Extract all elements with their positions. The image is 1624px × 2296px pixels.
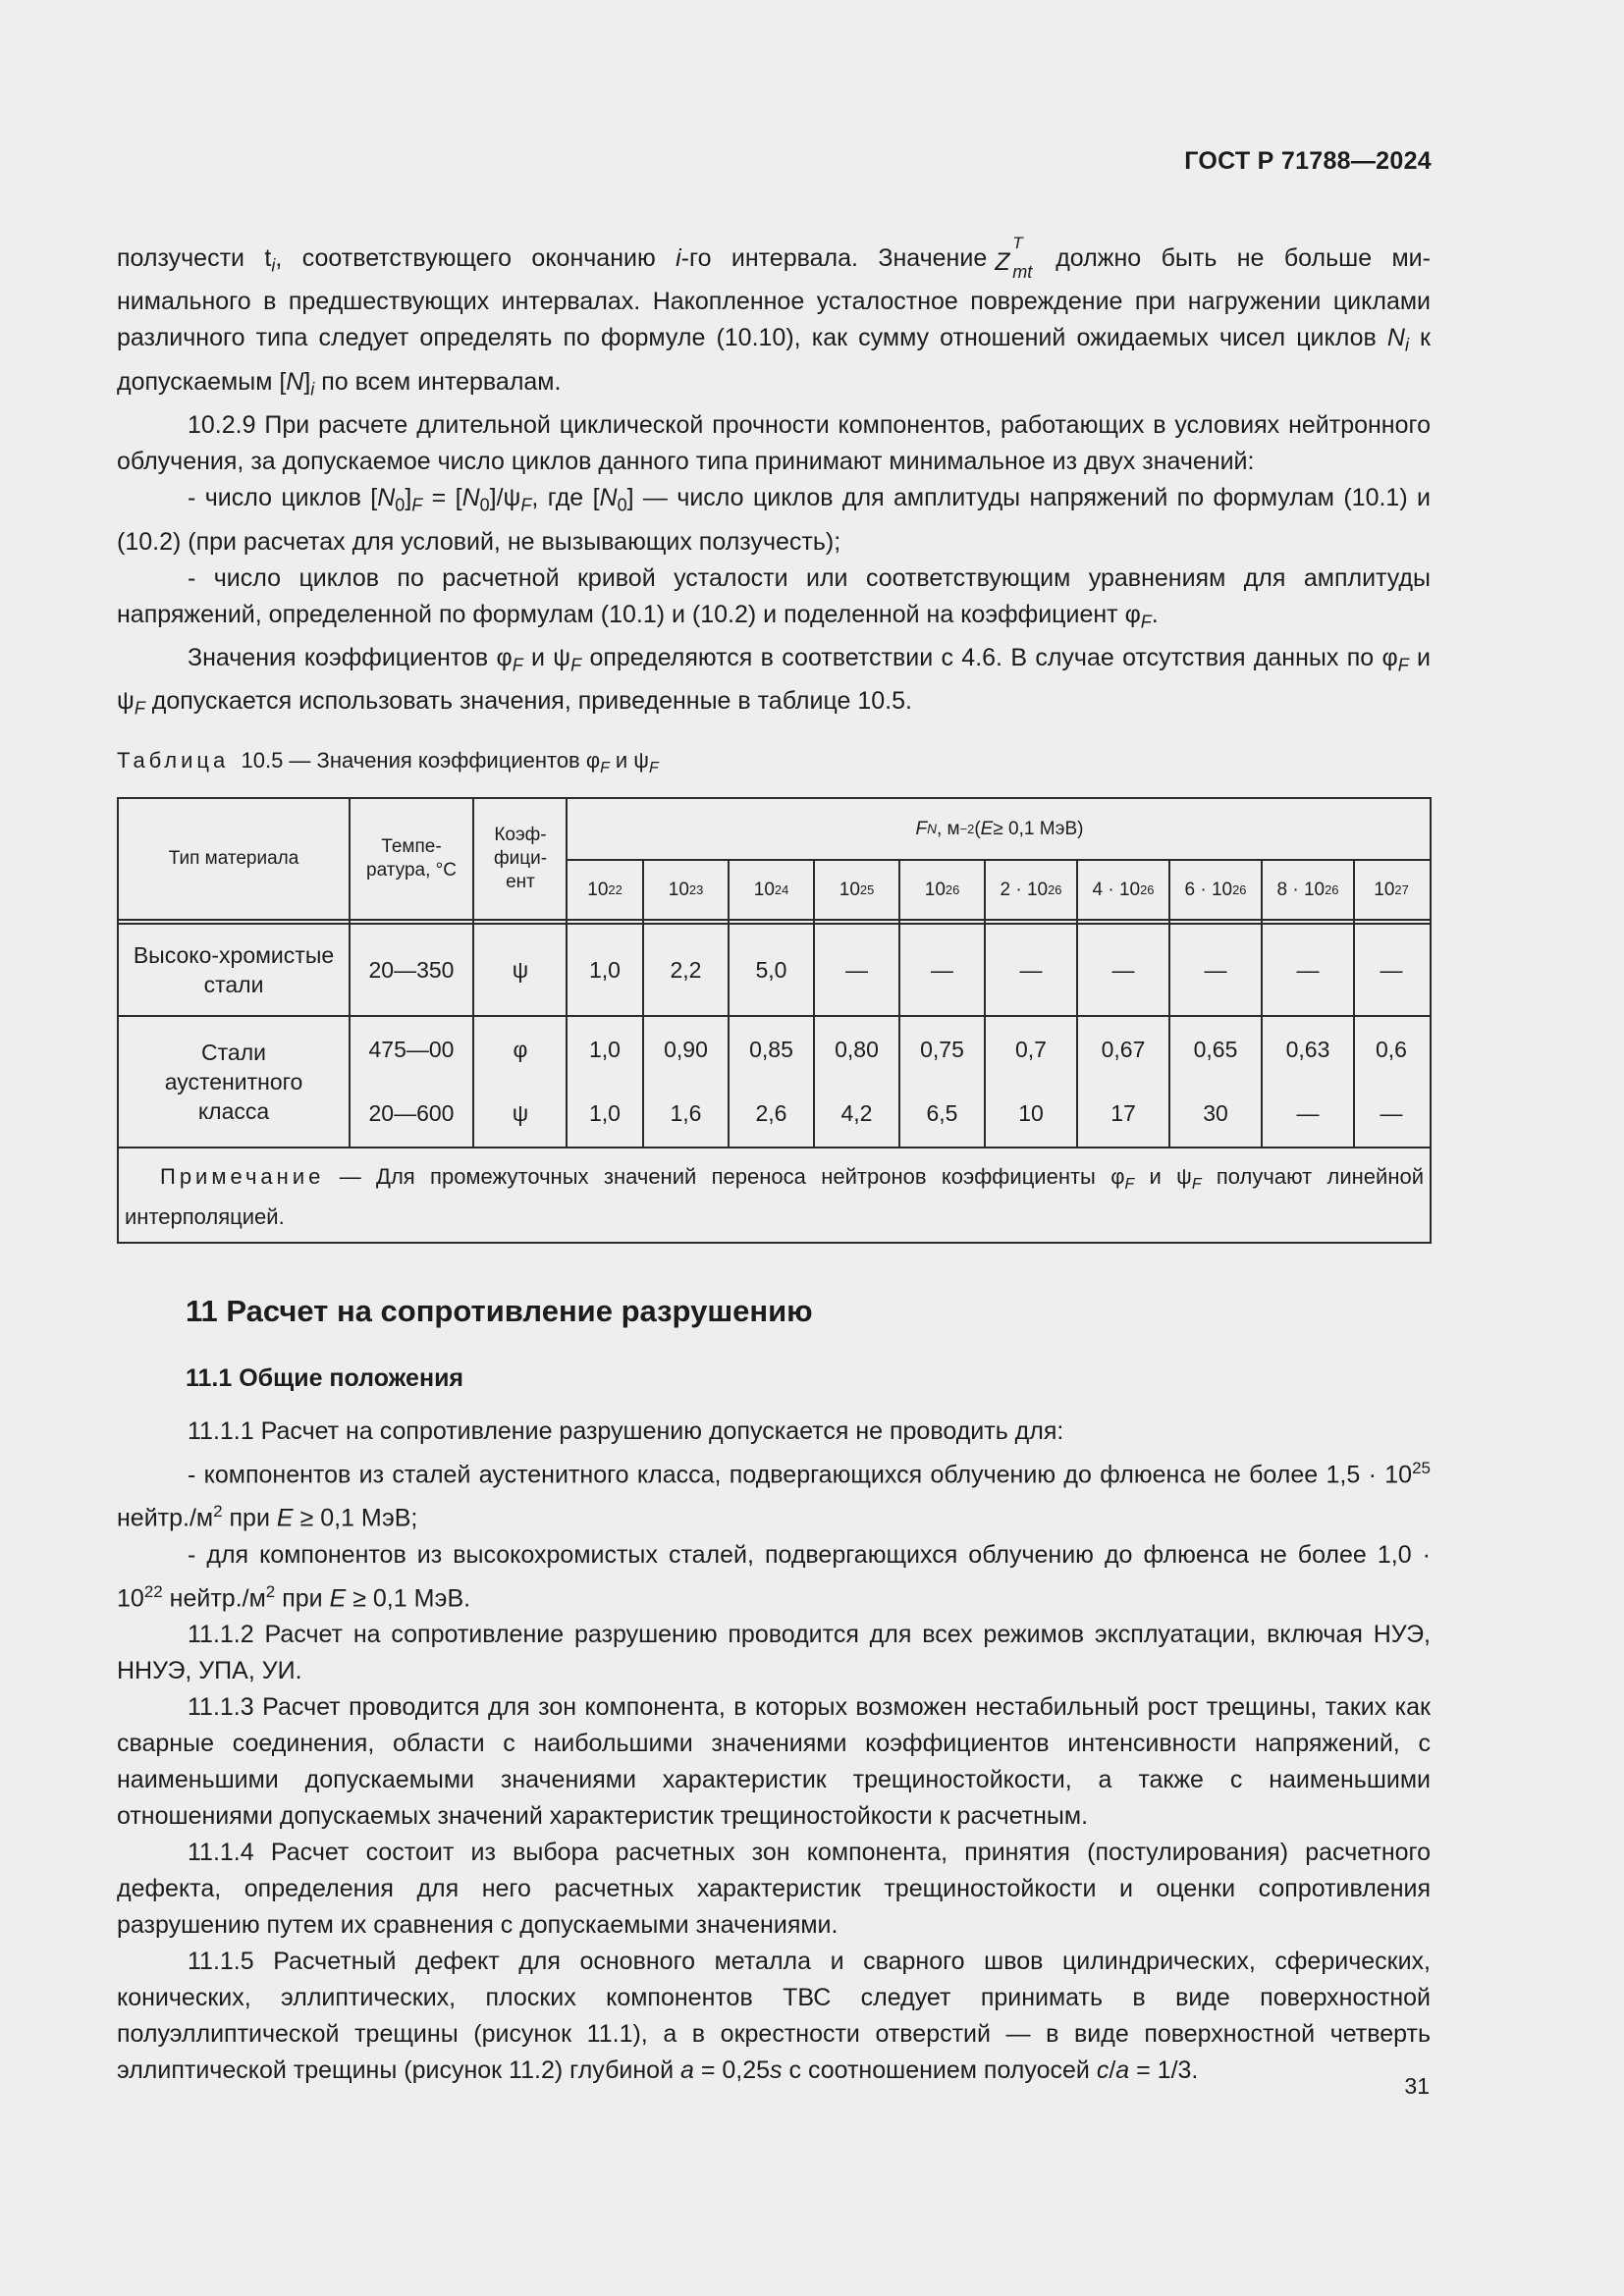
- text-run: .: [1151, 600, 1159, 628]
- text-run: c: [1096, 2056, 1110, 2085]
- text-run: при: [275, 1584, 330, 1613]
- text-run: s: [770, 2056, 783, 2085]
- coef-austenitic-psi: ψ: [512, 1100, 529, 1126]
- text-run: -го интервала. Значение: [680, 244, 988, 272]
- text-run: 10: [1374, 879, 1395, 900]
- text-run: , соответствующего окончанию: [275, 244, 677, 272]
- text-run: N: [461, 484, 480, 512]
- grid-line: [119, 1147, 1430, 1148]
- text-run: E: [980, 819, 994, 839]
- table-cell: 0,67: [1101, 1037, 1146, 1062]
- table-cell: —: [1380, 957, 1403, 983]
- bullet-n0-f: [117, 480, 1431, 560]
- section-11-text-block: [117, 1414, 1431, 2089]
- bullet-fatigue-curve: [117, 561, 1431, 640]
- fluence-col-header: [568, 861, 642, 919]
- table-cell: —: [1296, 957, 1320, 983]
- text-run: F: [570, 655, 582, 675]
- text-run: ]: [405, 484, 412, 512]
- temp-austenitic-psi: 20—600: [368, 1100, 455, 1126]
- text-run: i: [271, 255, 276, 276]
- text-run: = 1/3.: [1129, 2056, 1199, 2085]
- text-run: F: [1124, 1175, 1135, 1193]
- text-run: нейтр./м: [117, 1504, 214, 1532]
- table-cell: —: [931, 957, 953, 983]
- header-temperature: Темпе-ратура, °С: [366, 836, 457, 881]
- table-cell: 4,2: [840, 1100, 873, 1126]
- text-run: 2 · 10: [1000, 879, 1049, 900]
- header-fluence: [569, 799, 1430, 860]
- temp-austenitic-phi: 475—00: [368, 1037, 455, 1062]
- coef-high-chromium: ψ: [512, 957, 529, 983]
- text-run: с соотношением полуосей: [782, 2056, 1097, 2085]
- table-cell: 5,0: [755, 957, 787, 983]
- table-cell: 0,90: [664, 1037, 708, 1062]
- fluence-col-header: [1170, 861, 1261, 919]
- header-material: Тип материала: [168, 848, 299, 869]
- text-run: 11.1.5 Расчетный дефект для основного металла и сварного швов цилиндрических, сферических, конических, эллиптических, плоских компонентов ТВС следует принимать в виде поверхностной полуэллиптической трещины (рисунок 11.1), а в окрестности отверстий — в виде поверхностной четверть эллиптической трещины (рисунок 11.2) глубиной: [117, 1948, 1431, 2085]
- fluence-col-header: [1355, 861, 1428, 919]
- text-run: - число циклов [: [188, 484, 378, 512]
- table-cell: —: [1296, 1100, 1320, 1126]
- text-run: должно быть не больше ми-: [1056, 244, 1431, 272]
- table-cell: 1,6: [670, 1100, 702, 1126]
- text-run: F: [600, 759, 610, 776]
- text-run: F: [512, 655, 523, 675]
- text-run: N: [377, 484, 396, 512]
- text-run: , где [: [531, 484, 600, 512]
- text-run: ]: [303, 367, 311, 396]
- text-run: 2: [213, 1502, 223, 1522]
- grid-line: [119, 919, 1430, 921]
- text-run: 10: [924, 879, 946, 900]
- fluence-col-header: [644, 861, 728, 919]
- text-run: 27: [1394, 881, 1409, 897]
- page-number: 31: [1404, 2073, 1430, 2099]
- material-austenitic: Стали аустенитного класса: [164, 1040, 303, 1124]
- header-coefficient: Коэф-фици-ент: [493, 825, 548, 892]
- note-word: Примечание: [160, 1164, 325, 1189]
- text-run: 10.5 — Значения коэффициентов φ: [241, 748, 601, 773]
- caption-word: Таблица: [117, 748, 230, 773]
- text-run: и ψ: [117, 643, 1431, 716]
- paragraph-11-1-5: [117, 1944, 1431, 2089]
- text-run: F: [520, 495, 532, 515]
- paragraph-11-1-2: 11.1.2 Расчет на сопротивление разрушению проводится для всех режимов эксплуатации, включая НУЭ, ННУЭ, УПА, УИ.: [117, 1621, 1431, 1685]
- text-run: 10: [753, 879, 775, 900]
- bullet-austenitic: [117, 1450, 1431, 1537]
- symbol-sup: T: [1012, 234, 1023, 252]
- text-run: F: [411, 495, 423, 515]
- coefficients-paragraph: [117, 640, 1431, 727]
- table-cell: —: [845, 957, 868, 983]
- text-run: — Для промежуточных значений переноса нейтронов коэффициенты φ: [324, 1164, 1125, 1189]
- text-run: F: [1191, 1175, 1202, 1193]
- grid-line: [349, 799, 351, 1148]
- table-cell: 0,85: [749, 1037, 793, 1062]
- bullet-high-chromium: [117, 1537, 1431, 1617]
- text-run: 10: [839, 879, 860, 900]
- text-run: - для компонентов из высокохромистых сталей, подвергающихся облучению до флюенса не более 1,0 · 10: [117, 1540, 1431, 1613]
- table-cell: 0,6: [1376, 1037, 1407, 1062]
- text-run: 22: [608, 881, 623, 897]
- text-run: 6 · 10: [1184, 879, 1233, 900]
- fluence-col-header: [730, 861, 813, 919]
- paragraph-11-1-1: 11.1.1 Расчет на сопротивление разрушению допускается не проводить для:: [188, 1417, 1064, 1445]
- text-run: получают линейной интерполяцией.: [125, 1164, 1424, 1229]
- coefficients-table: [117, 797, 1432, 1244]
- table-cell: 1,0: [589, 957, 621, 983]
- paragraph-11-1-4: 11.1.4 Расчет состоит из выбора расчетных зон компонента, принятия (постулирования) расчетного дефекта, определения для него расчетных характеристик трещиностойкости и оценки сопротивления разрушению путем их сравнения с допускаемыми значениями.: [117, 1839, 1431, 1940]
- text-run: ]/ψ: [489, 484, 521, 512]
- symbol-z: Z: [995, 248, 1010, 276]
- fluence-col-header: [900, 861, 984, 919]
- text-run: E: [276, 1504, 294, 1532]
- text-run: 22: [143, 1581, 163, 1601]
- table-cell: 10: [1018, 1100, 1044, 1126]
- text-run: 4 · 10: [1092, 879, 1141, 900]
- text-run: 0: [617, 495, 627, 515]
- text-run: , м: [936, 819, 960, 839]
- text-run: E: [329, 1584, 347, 1613]
- text-run: 10: [668, 879, 689, 900]
- text-run: F: [915, 819, 928, 839]
- text-run: N: [599, 484, 618, 512]
- table-cell: 2,6: [755, 1100, 787, 1126]
- document-id: ГОСТ Р 71788—2024: [1184, 147, 1432, 175]
- text-run: 10: [587, 879, 609, 900]
- section-11-heading: 11 Расчет на сопротивление разрушению: [186, 1294, 813, 1328]
- text-run: 25: [859, 881, 875, 897]
- text-run: i: [1404, 335, 1409, 355]
- text-run: - число циклов по расчетной кривой усталости или соответствующим уравнениям для амплитуды напряжений, определенной по формулам (10.1) и (10.2) и поделенной на коэффициент φ: [117, 563, 1431, 628]
- text-run: 26: [1325, 881, 1339, 897]
- text-run: = 0,25: [693, 2056, 771, 2085]
- text-run: Значения коэффициентов φ: [188, 643, 513, 671]
- text-run: по всем интервалам.: [314, 367, 562, 396]
- text-run: 0: [479, 495, 490, 515]
- table-cell: 6,5: [926, 1100, 958, 1126]
- table-cell: 0,75: [920, 1037, 964, 1062]
- text-run: /: [1109, 2056, 1116, 2085]
- text-run: F: [134, 698, 145, 719]
- fluence-col-header: [1078, 861, 1168, 919]
- text-run: F: [649, 759, 659, 776]
- table-cell: 17: [1110, 1100, 1136, 1126]
- table-cell: 0,7: [1015, 1037, 1047, 1062]
- text-run: и ψ: [522, 643, 571, 671]
- text-run: F: [1140, 611, 1152, 631]
- text-run: i: [676, 244, 681, 272]
- fluence-col-header: [986, 861, 1076, 919]
- grid-line: [472, 799, 474, 1148]
- table-cell: —: [1204, 957, 1227, 983]
- table-cell: 0,80: [835, 1037, 879, 1062]
- text-run: при: [222, 1504, 277, 1532]
- table-cell: —: [1111, 957, 1135, 983]
- text-run: (: [974, 819, 981, 839]
- table-note: [125, 1160, 1424, 1233]
- text-run: i: [310, 379, 315, 400]
- text-run: определяются в соответствии с 4.6. В случае отсутствия данных по φ: [581, 643, 1398, 671]
- material-high-chromium: Высоко-хромистые стали: [133, 942, 335, 997]
- section-11-1-heading: 11.1 Общие положения: [186, 1364, 464, 1392]
- text-run: 2: [265, 1581, 276, 1601]
- text-run: нимального в предшествующих интервалах. Накопленное усталостное повреждение при нагружении циклами различного типа следует определять по формуле (10.10), как сумму отношений ожидаемых чисел циклов: [117, 288, 1431, 352]
- text-run: 23: [688, 881, 704, 897]
- text-run: ползучести t: [117, 244, 272, 272]
- text-run: ≥ 0,1 МэВ;: [293, 1504, 418, 1532]
- text-run: 0: [395, 495, 406, 515]
- intro-paragraph: [117, 234, 1431, 407]
- table-cell: —: [1380, 1100, 1403, 1126]
- upper-text-block: [117, 234, 1431, 727]
- table-cell: 0,63: [1285, 1037, 1330, 1062]
- text-run: 26: [945, 881, 960, 897]
- text-run: и ψ: [1134, 1164, 1192, 1189]
- table-cell: 2,2: [670, 957, 702, 983]
- coef-austenitic-phi: φ: [513, 1037, 528, 1062]
- temp-high-chromium: 20—350: [368, 957, 455, 983]
- text-run: нейтр./м: [162, 1584, 266, 1613]
- paragraph-11-1-3: 11.1.3 Расчет проводится для зон компонента, в которых возможен нестабильный рост трещины, таких как сварные соединения, области с наибольшими значениями коэффициентов интенсивности напряжений, с наименьшими допускаемыми значениями характеристик трещиностойкости, а также с наименьшими отношениями допускаемых значений характеристик трещиностойкости к расчетным.: [117, 1693, 1431, 1831]
- symbol-sub: mt: [1012, 262, 1033, 282]
- text-run: ] — число циклов для амплитуды напряжений по формулам (10.1) и (10.2) (при расчетах для условий, не вызывающих ползучесть);: [117, 484, 1431, 556]
- table-cell: 1,0: [589, 1100, 621, 1126]
- table-cell: 1,0: [589, 1037, 621, 1062]
- table-cell: 30: [1203, 1100, 1228, 1126]
- text-run: = [: [422, 484, 462, 512]
- text-run: a: [1115, 2056, 1130, 2085]
- text-run: a: [679, 2056, 694, 2085]
- text-run: 26: [1140, 881, 1155, 897]
- text-run: 26: [1048, 881, 1062, 897]
- text-run: 8 · 10: [1276, 879, 1326, 900]
- text-run: - компонентов из сталей аустенитного класса, подвергающихся облучению до флюенса не более 1,5 · 10: [188, 1461, 1413, 1489]
- text-run: N: [1386, 324, 1405, 352]
- text-run: N: [927, 822, 937, 836]
- fluence-col-header: [1263, 861, 1353, 919]
- table-caption: [117, 748, 659, 777]
- text-run: ≥ 0,1 МэВ.: [346, 1584, 471, 1613]
- text-run: к допускаемым [: [117, 324, 1431, 396]
- text-run: F: [1397, 655, 1409, 675]
- text-run: 24: [774, 881, 789, 897]
- fluence-col-header: [815, 861, 898, 919]
- text-run: 25: [1412, 1459, 1431, 1477]
- text-run: −2: [959, 822, 975, 836]
- text-run: допускается использовать значения, приведенные в таблице 10.5.: [144, 687, 912, 716]
- table-cell: 0,65: [1193, 1037, 1238, 1062]
- paragraph-10-2-9: 10.2.9 При расчете длительной циклической прочности компонентов, работающих в условиях нейтронного облучения, за допускаемое число циклов данного типа принимают минимальное из двух значений:: [117, 411, 1431, 476]
- text-run: N: [286, 367, 304, 396]
- z-mt-symbol: [993, 234, 1050, 282]
- text-run: и ψ: [609, 748, 649, 773]
- table-cell: —: [1019, 957, 1043, 983]
- text-run: 26: [1232, 881, 1247, 897]
- text-run: ≥ 0,1 МэВ): [993, 819, 1084, 839]
